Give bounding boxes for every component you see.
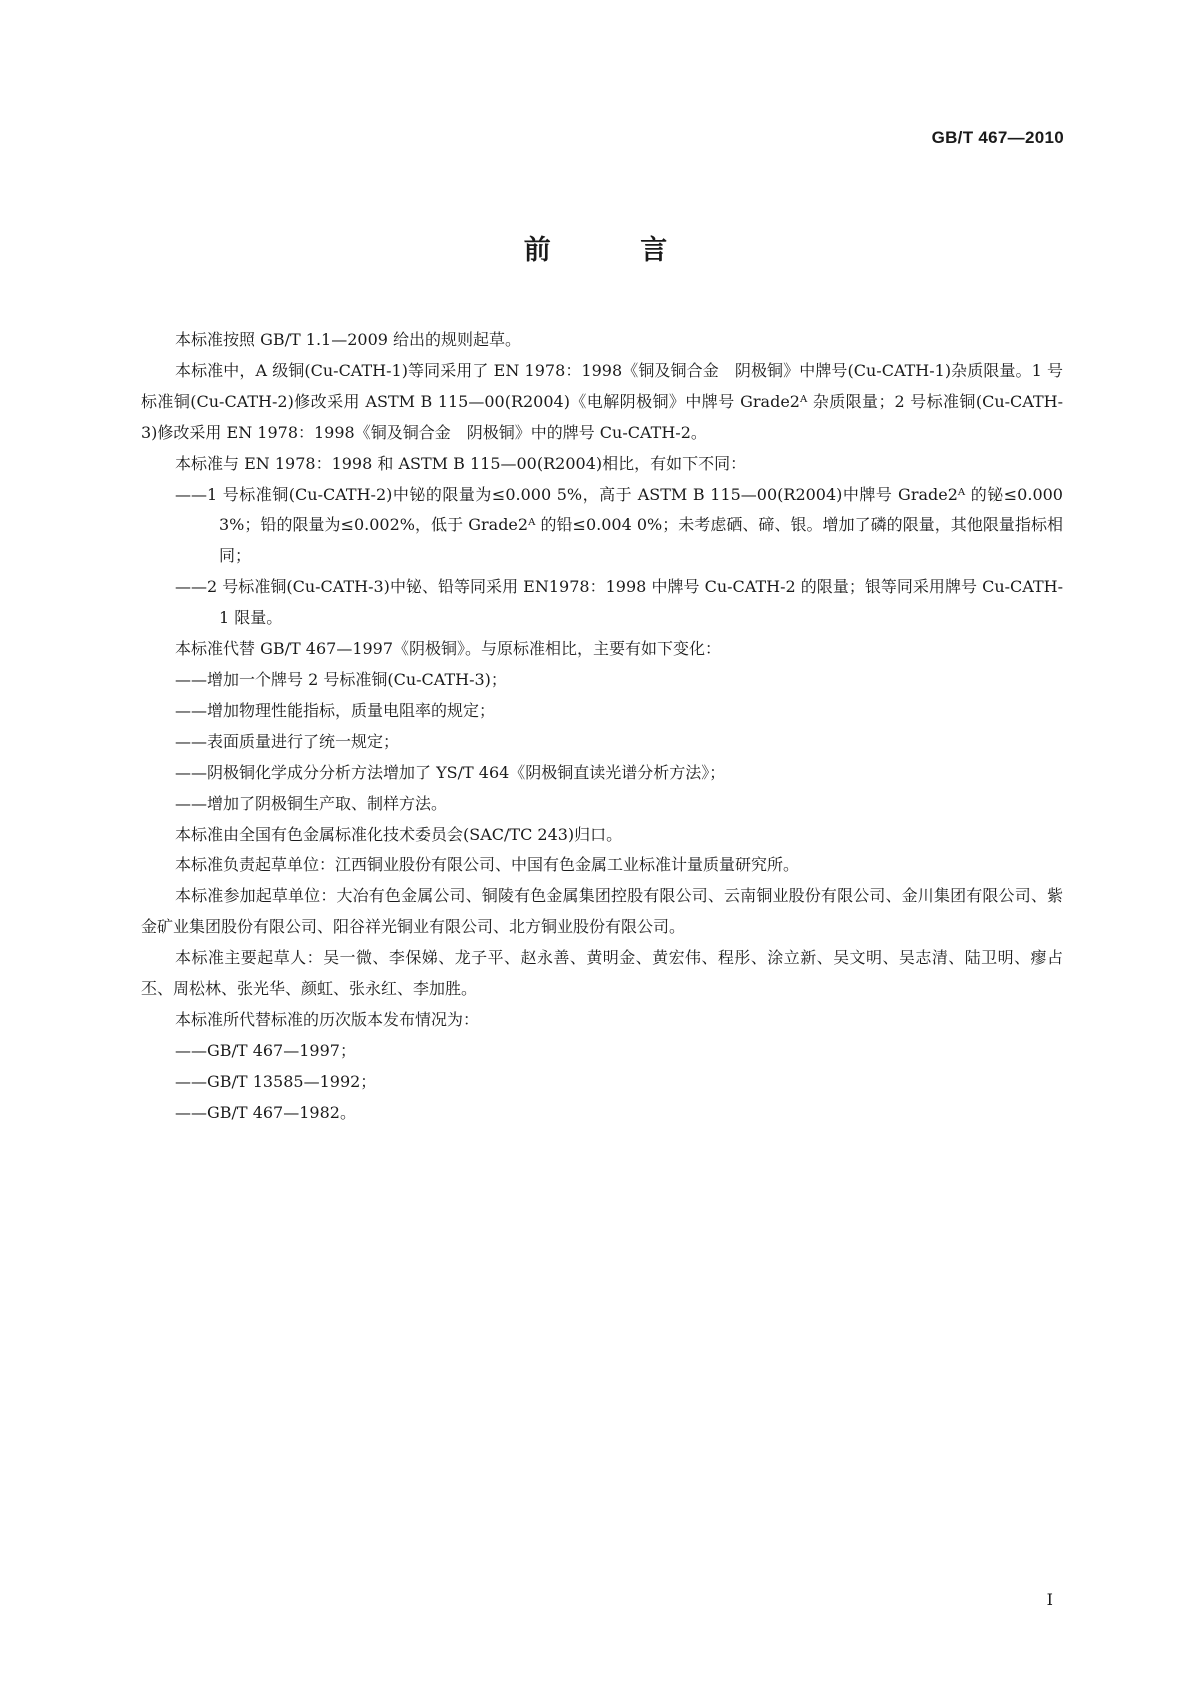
page-title: 前 言 — [523, 235, 708, 266]
paragraph-13: 本标准负责起草单位：江西铜业股份有限公司、中国有色金属工业标准计量质量研究所。 — [175, 855, 800, 875]
list-item: ——GB/T 467—1982。 — [175, 1102, 356, 1122]
paragraph-16: 本标准所代替标准的历次版本发布情况为： — [175, 1009, 480, 1029]
paragraph-1: 本标准按照 GB/T 1.1—2009 给出的规则起草。 — [175, 330, 522, 349]
foreword-body — [141, 325, 1063, 1129]
list-item: ——GB/T 467—1997； — [175, 1040, 356, 1060]
paragraph-14: 本标准参加起草单位：大冶有色金属公司、铜陵有色金属集团控股有限公司、云南铜业股份有限公司、金川集团有限公司、紫金矿业集团股份有限公司、阳谷祥光铜业有限公司、北方铜业股份有限公司。 — [141, 886, 1063, 937]
list-item: ——阴极铜化学成分分析方法增加了 YS/T 464《阴极铜直读光谱分析方法》； — [175, 762, 726, 782]
list-item: ——GB/T 13585—1992； — [175, 1071, 377, 1091]
list-item: ——增加物理性能指标，质量电阻率的规定； — [175, 700, 496, 720]
list-item: ——表面质量进行了统一规定； — [175, 731, 400, 751]
paragraph-12: 本标准由全国有色金属标准化技术委员会(SAC/TC 243)归口。 — [175, 824, 623, 844]
list-item: ——1 号标准铜(Cu-CATH-2)中铋的限量为≤0.000 5%，高于 ASTM B 115—00(R2004)中牌号 Grade2ᴬ 的铋≤0.000 3%；铅的限量为≤0.002%，低于 Grade2ᴬ 的铅≤0.004 0%；未考虑硒、碲、银。增加了磷的限量，其他限量指标相同； — [175, 484, 1063, 566]
paragraph-2: 本标准中，A 级铜(Cu-CATH-1)等同采用了 EN 1978：1998《铜及铜合金 阴极铜》中牌号(Cu-CATH-1)杂质限量。1 号标准铜(Cu-CATH-2)修改采用 ASTM B 115—00(R2004)《电解阴极铜》中牌号 Grade2ᴬ 杂质限量；2 号标准铜(Cu-CATH-3)修改采用 EN 1978：1998《铜及铜合金 阴极铜》中的牌号 Cu-CATH-2。 — [141, 360, 1063, 442]
paragraph-3: 本标准与 EN 1978：1998 和 ASTM B 115—00(R2004)相比，有如下不同： — [175, 453, 747, 473]
list-item: ——增加了阴极铜生产取、制样方法。 — [175, 793, 448, 813]
list-item: ——2 号标准铜(Cu-CATH-3)中铋、铅等同采用 EN1978：1998 中牌号 Cu-CATH-2 的限量；银等同采用牌号 Cu-CATH-1 限量。 — [175, 577, 1063, 628]
standard-code: GB/T 467—2010 — [931, 128, 1064, 147]
list-item: ——增加一个牌号 2 号标准铜(Cu-CATH-3)； — [175, 669, 507, 689]
page-number: I — [1046, 1590, 1053, 1609]
paragraph-15: 本标准主要起草人：吴一微、李保娣、龙子平、赵永善、黄明金、黄宏伟、程彤、涂立新、吴文明、吴志清、陆卫明、瘳占丕、周松林、张光华、颜虹、张永红、李加胜。 — [141, 948, 1063, 999]
paragraph-6: 本标准代替 GB/T 467—1997《阴极铜》。与原标准相比，主要有如下变化： — [175, 639, 722, 659]
